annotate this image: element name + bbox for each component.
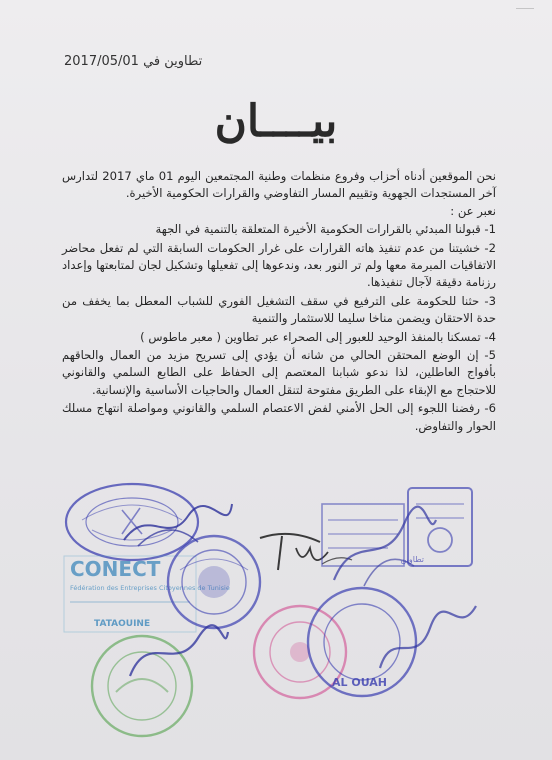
conect-name: CONECT: [70, 557, 161, 581]
list-item: 6- رفضنا اللجوء إلى الحل الأمني لفض الاعتصام السلمي والقانوني ومواصلة انتهاج مسلك الحوار والتفاوض.: [62, 401, 496, 433]
intro-paragraph: نحن الموقعين أدناه أحزاب وفروع منظمات وطنية المجتمعين اليوم 01 ماي 2017 لتدارس آخر المستجدات الجهوية وتقييم المسار التفاوضي والقرارات الحكومية الأخيرة.: [62, 169, 496, 201]
list-item: 2- خشيتنا من عدم تنفيذ هاته القرارات على غرار الحكومات السابقة التي لم تفعل محاضر الاتفاقيات المبرمة معها ولم تر النور بعد، وندعوها إلى تفعيلها وتشكيل لجان لمتابعتها وإعداد رزنامة دقيقة لآجال تنفيذها.: [62, 240, 496, 290]
document-date: تطاوين في 2017/05/01: [64, 54, 203, 69]
stamps-area: [0, 470, 552, 760]
square-stamp-far-right: [400, 484, 476, 570]
tataouine-label: تطاوين: [400, 555, 424, 564]
list-item: 4- تمسكنا بالمنفذ الوحيد للعبور إلى الصحراء عبر تطاوين ( معبر ماطوس ): [140, 329, 496, 344]
express-label: نعبر عن :: [450, 203, 496, 218]
conect-subtitle: Fédération des Entreprises Citoyennes de Tunisie: [70, 584, 230, 592]
alouah-label: AL OUAH: [332, 676, 388, 689]
list-item: 5- إن الوضع المحتقن الحالي من شانه أن يؤدي إلى تسريح مزيد من العمال والحاقهم بأفواج العاطلين، لذا ندعو شبابنا المعتصم إلى الحفاظ على الطابع السلمي والقانوني للاحتجاج مع الإبقاء على الطريق مفتوحة لتنقل العمال والحاجيات الأساسية والإنسانية.: [62, 348, 496, 397]
document-title: بيــــان: [214, 96, 338, 147]
list-item: 3- حثنا للحكومة على الترفيع في سقف التشغيل الفوري للشباب المعطل بما يخفف من حدة الاحتقان ويضمن مناخا سليما للاستثمار والتنمية: [62, 293, 496, 326]
conect-city: TATAOUINE: [94, 619, 151, 629]
paper-fold: [516, 8, 534, 17]
list-item: 1- قبولنا المبدئي بالقرارات الحكومية الأخيرة المتعلقة بالتنمية في الجهة: [155, 222, 496, 237]
document-body: [62, 168, 496, 435]
signature-bottom-right: [372, 598, 482, 678]
signature-bottom-left: [124, 620, 234, 690]
